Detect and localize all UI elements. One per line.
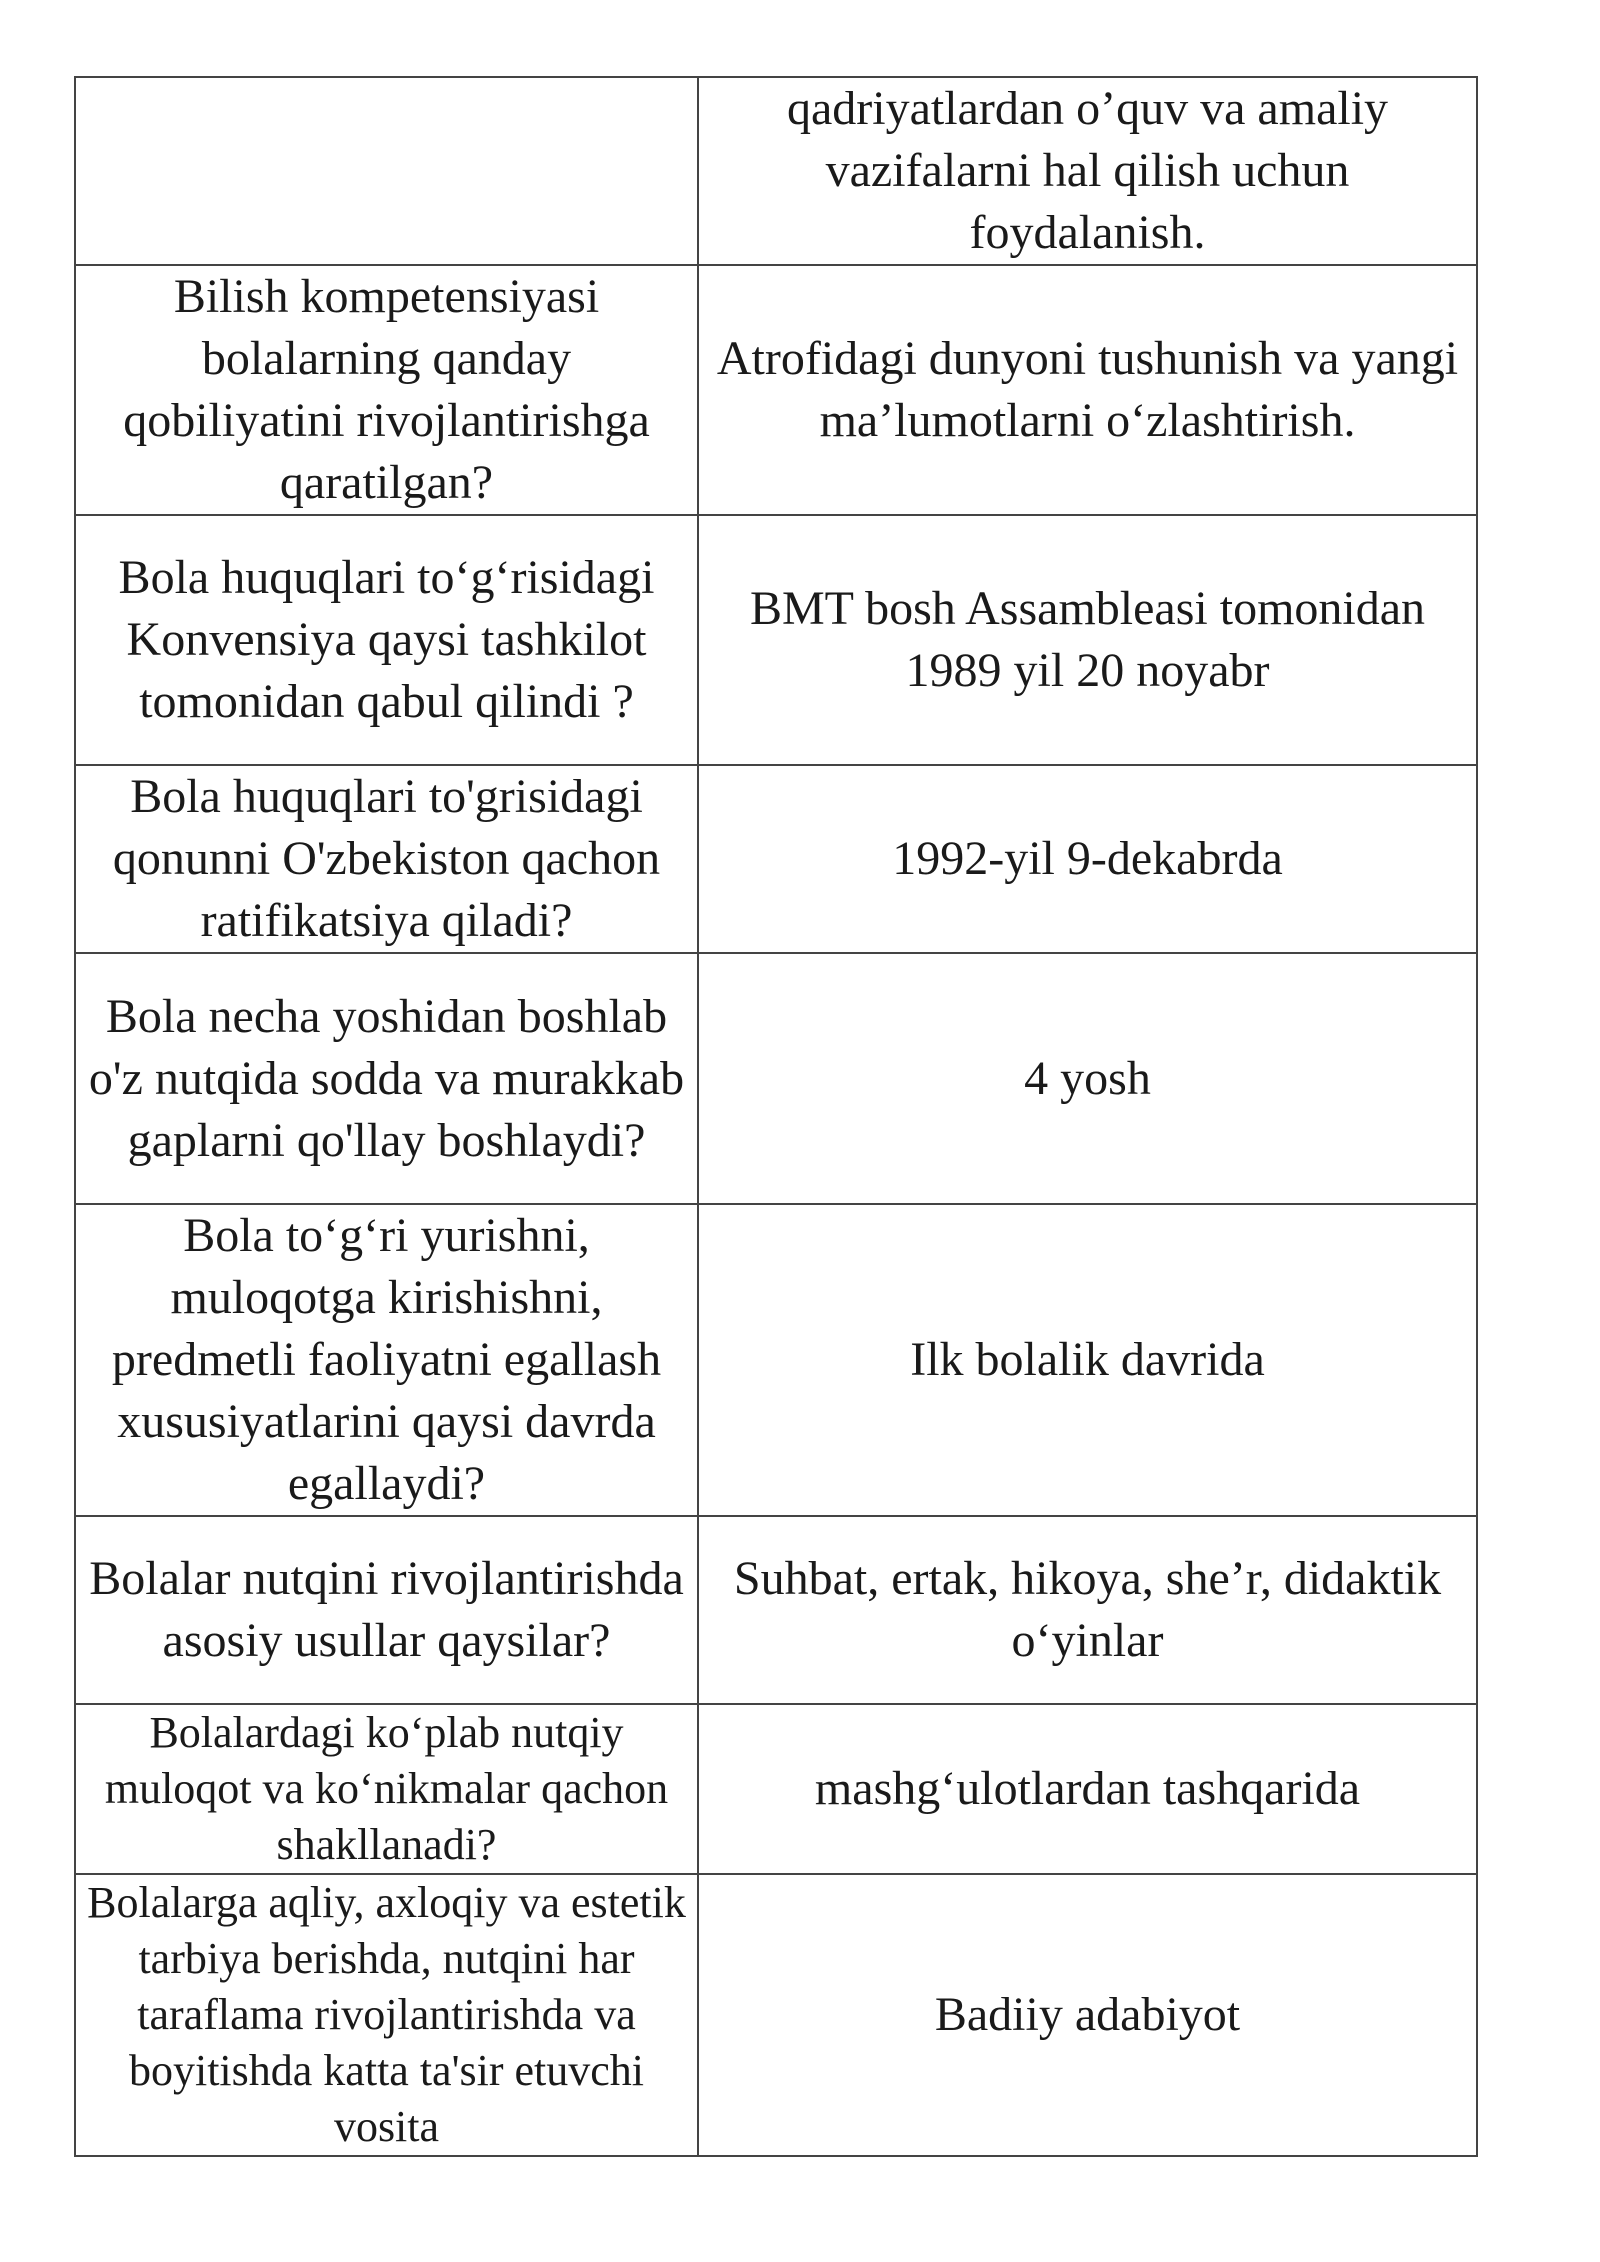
question-text: Bola to‘g‘ri yurishni, muloqotga kirishishni, predmetli faoliyatni egallash xususiyatlarini qaysi davrda egallaydi?: [111, 1209, 662, 1510]
question-cell: [75, 515, 698, 765]
answer-text: Badiiy adabiyot: [934, 1988, 1241, 2041]
table-row: [75, 265, 1477, 515]
question-text: Bola huquqlari to‘g‘risidagi Konvensiya qaysi tashkilot tomonidan qabul qilindi ?: [118, 551, 655, 728]
table-row: [75, 1874, 1477, 2156]
answer-cell: [698, 1204, 1477, 1516]
question-cell: [75, 265, 698, 515]
question-answer-table: [74, 76, 1478, 2157]
table-row: [75, 765, 1477, 953]
question-text: Bola necha yoshidan boshlab o'z nutqida sodda va murakkab gaplarni qo'llay boshlaydi?: [88, 989, 685, 1167]
answer-cell: [698, 77, 1477, 265]
answer-text: Suhbat, ertak, hikoya, she’r, didaktik o‘yinlar: [733, 1552, 1442, 1667]
table-row: [75, 515, 1477, 765]
question-cell: [75, 953, 698, 1204]
question-text: Bolalardagi ko‘plab nutqiy muloqot va ko‘nikmalar qachon shakllanadi?: [104, 1708, 669, 1869]
answer-cell: [698, 1874, 1477, 2156]
answer-text: 4 yosh: [1024, 1051, 1151, 1105]
answer-text: BMT bosh Assambleasi tomonidan 1989 yil 20 noyabr: [749, 582, 1426, 697]
answer-text: 1992-yil 9-dekabrda: [892, 832, 1283, 885]
table-row: [75, 1204, 1477, 1516]
answer-cell: [698, 953, 1477, 1204]
answer-text: Atrofidagi dunyoni tushunish va yangi ma’lumotlarni o‘zlashtirish.: [716, 332, 1459, 447]
table-row: [75, 77, 1477, 265]
answer-cell: [698, 265, 1477, 515]
answer-text: qadriyatlardan o’quv va amaliy vazifalarni hal qilish uchun foydalanish.: [786, 82, 1389, 259]
answer-cell: [698, 1516, 1477, 1704]
question-cell: [75, 1874, 698, 2156]
question-cell: [75, 765, 698, 953]
table-row: [75, 953, 1477, 1204]
question-cell: [75, 1704, 698, 1874]
question-text: Bolalarga aqliy, axloqiy va estetik tarbiya berishda, nutqini har taraflama rivojlantirishda va boyitishda katta ta'sir etuvchi vosita: [87, 1878, 686, 2151]
answer-cell: [698, 515, 1477, 765]
question-text: Bolalar nutqini rivojlantirishda asosiy usullar qaysilar?: [89, 1552, 684, 1667]
question-cell: [75, 1204, 698, 1516]
question-text: Bilish kompetensiyasi bolalarning qanday qobiliyatini rivojlantirishga qaratilgan?: [123, 270, 650, 509]
answer-text: mashg‘ulotlardan tashqarida: [814, 1762, 1361, 1815]
question-text: Bola huquqlari to'grisidagi qonunni O'zbekiston qachon ratifikatsiya qiladi?: [112, 770, 661, 947]
question-cell: [75, 77, 698, 265]
answer-text: Ilk bolalik davrida: [910, 1333, 1265, 1386]
question-cell: [75, 1516, 698, 1704]
answer-cell: [698, 765, 1477, 953]
table-row: [75, 1704, 1477, 1874]
table-row: [75, 1516, 1477, 1704]
answer-cell: [698, 1704, 1477, 1874]
